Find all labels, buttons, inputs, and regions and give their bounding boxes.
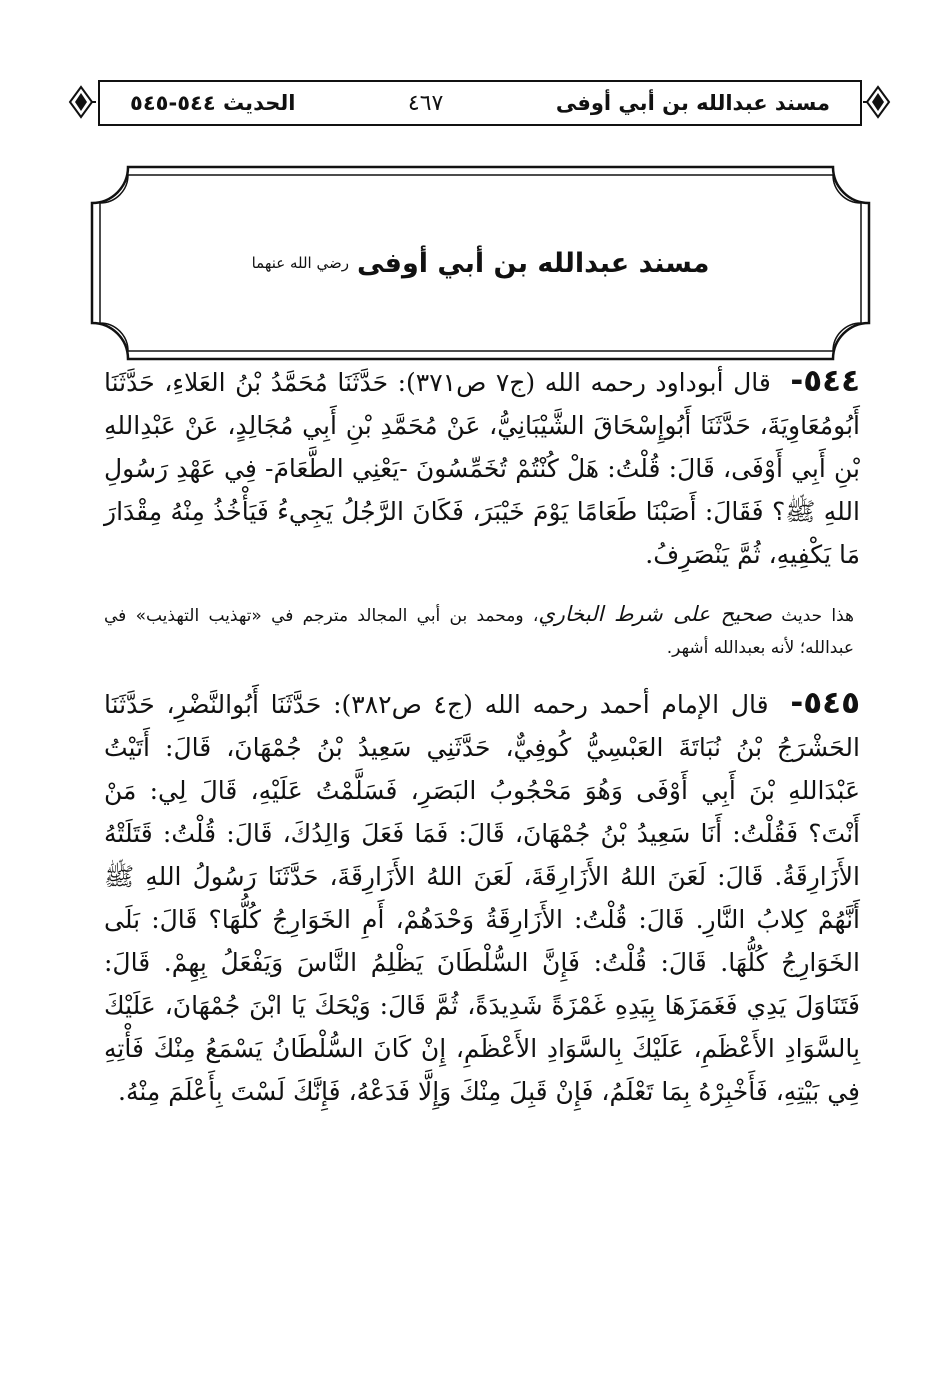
page-number: ٤٦٧ [407,90,444,116]
note-after: ، ومحمد بن أبي المجالد مترجم في «تهذيب التهذيب» في عبدالله؛ لأنه بعبدالله أشهر. [104,606,854,658]
note-before: هذا حديث [781,606,855,626]
hadith-number: ٥٤٥ [803,685,860,721]
hadith-number: ٥٤٤ [803,363,861,399]
hadith-text: قال أبوداود رحمه الله (ج٧ ص٣٧١): حَدَّثَنَا مُحَمَّدُ بْنُ العَلاءِ، حَدَّثَنَا أَبُومُعَاوِيَةَ، حَدَّثَنَا أَبُوإِسْحَاقَ الشَّيْبَانِيُّ، عَنْ مُحَمَّدِ بْنِ أَبِي مُجَالِدٍ، عَنْ عَبْدِاللهِ بْنِ أَبِي أَوْفَى، قَالَ: قُلْتُ: هَلْ كُنْتُمْ تُخَمِّسُونَ -يَعْنِي الطَّعَامَ- فِي عَهْدِ رَسُولِ اللهِ ﷺ؟ فَقَالَ: أَصَبْنَا طَعَامًا يَوْمَ خَيْبَرَ، فَكَانَ الرَّجُلُ يَجِيءُ فَيَأْخُذُ مِنْهُ مِقْدَارَ مَا يَكْفِيهِ، ثُمَّ يَنْصَرِفُ. [104,368,860,569]
honorific: رضي الله عنهما [251,254,349,272]
header-musnad-title: مسند عبدالله بن أبي أوفى [555,91,830,115]
header-ornament-left-icon [66,84,96,120]
page-content [104,360,860,1113]
header-hadith-range: الحديث ٥٤٤-٥٤٥ [130,91,296,115]
hadith-544 [104,360,860,576]
header-ornament-right-icon [863,84,893,120]
section-title-box [88,163,873,363]
hadith-dash: - [790,685,804,721]
hadith-text: قال الإمام أحمد رحمه الله (ج٤ ص٣٨٢): حَدَّثَنَا أَبُوالنَّضْرِ، حَدَّثَنَا الحَشْرَجُ بْنُ نُبَاتَةَ العَبْسِيُّ كُوفِيٌّ، حَدَّثَنِي سَعِيدُ بْنُ جُمْهَانَ، قَالَ: أَتَيْتُ عَبْدَاللهِ بْنَ أَبِي أَوْفَى وَهُوَ مَحْجُوبُ البَصَرِ، فَسَلَّمْتُ عَلَيْهِ، قَالَ لِي: مَنْ أَنْتَ؟ فَقُلْتُ: أَنَا سَعِيدُ بْنُ جُمْهَانَ، قَالَ: فَمَا فَعَلَ وَالِدُكَ، قَالَ: قُلْتُ: قَتَلَتْهُ الأَزَارِقَةُ. قَالَ: لَعَنَ اللهُ الأَزَارِقَةَ، لَعَنَ اللهُ الأَزَارِقَةَ، حَدَّثَنَا رَسُولُ اللهِ ﷺ أَنَّهُمْ كِلابُ النَّارِ. قَالَ: قُلْتُ: الأَزَارِقَةُ وَحْدَهُمْ، أَمِ الخَوَارِجُ كُلُّهَا؟ قَالَ: بَلَى الخَوَارِجُ كُلُّهَا. قَالَ: قُلْتُ: فَإِنَّ السُّلْطَانَ يَظْلِمُ النَّاسَ وَيَفْعَلُ بِهِمْ. قَالَ: فَتَنَاوَلَ يَدِي فَغَمَزَهَا بِيَدِهِ غَمْزَةً شَدِيدَةً، ثُمَّ قَالَ: وَيْحَكَ يَا ابْنَ جُمْهَانَ، عَلَيْكَ بِالسَّوَادِ الأَعْظَمِ، عَلَيْكَ بِالسَّوَادِ الأَعْظَمِ، إِنْ كَانَ السُّلْطَانُ يَسْمَعُ مِنْكَ فَأْتِهِ فِي بَيْتِهِ، فَأَخْبِرْهُ بِمَا تَعْلَمُ، فَإِنْ قَبِلَ مِنْكَ وَإِلَّا فَدَعْهُ، فَإِنَّكَ لَسْتَ بِأَعْلَمَ مِنْهُ. [104,690,860,1106]
section-title-text: مسند عبدالله بن أبي أوفى [356,247,710,279]
hadith-dash: - [790,363,804,399]
authenticity-note [104,598,860,664]
hadith-545 [104,682,860,1113]
note-sahih: صحيح على شرط البخاري [538,602,772,626]
running-header [98,80,862,126]
section-title [88,163,873,363]
